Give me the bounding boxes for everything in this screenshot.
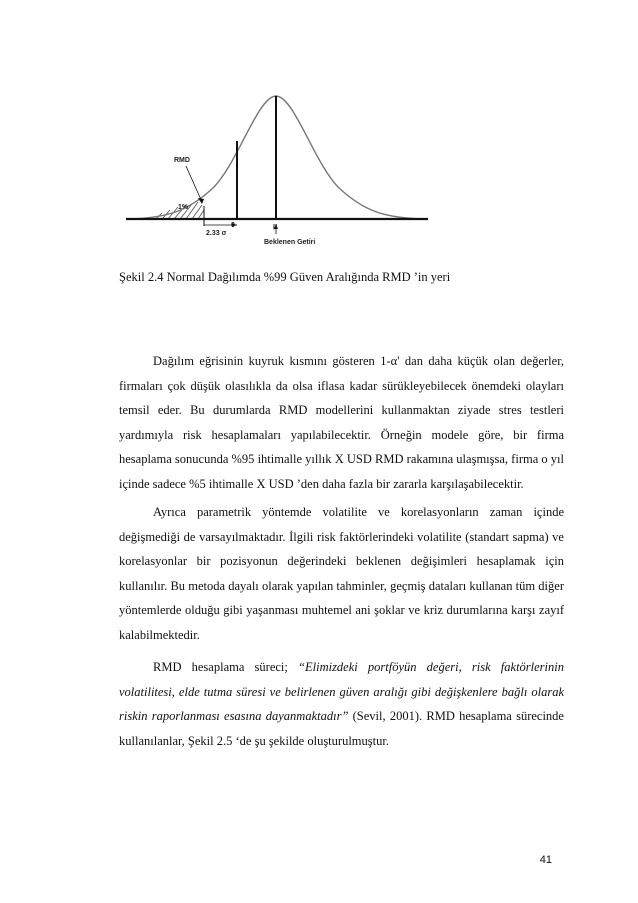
page-number: 41	[539, 854, 552, 866]
expected-return-label: Beklenen Getiri	[264, 239, 316, 246]
zero-label: 0	[231, 222, 235, 229]
normal-distribution-figure	[118, 88, 578, 258]
figure-caption: Şekil 2.4 Normal Dağılımda %99 Güven Aralığında RMD ’in yeri	[119, 270, 451, 284]
paragraph-2	[119, 500, 564, 648]
one-percent-label: 1%	[178, 204, 189, 211]
rmd-arrow	[186, 166, 202, 202]
rmd-arrowhead	[198, 198, 204, 204]
paragraph-3-lead: RMD hesaplama süreci;	[153, 660, 299, 674]
paragraph-1-text: Dağılım eğrisinin kuyruk kısmını gösteren 1-α' dan daha küçük olan değerler, firmaları çok düşük olasılıkla da olsa iflasa kadar sürükleyebilecek önemdeki olayları temsil eder. Bu durumlarda RMD modellerini kullanmaktan ziyade stres testleri yardımıyla risk hesaplamaları yapılabilecektir. Örneğin modele göre, bir firma hesaplama sonucunda %95 ihtimalle yıllık X USD RMD rakamına ulaşmışsa, firma o yıl içinde sadece %5 ihtimalle X USD ’den daha fazla bir zararla karşılaşabilecektir.	[119, 354, 564, 491]
distribution-diagram	[118, 88, 578, 258]
paragraph-3-tail: (Sevil, 2001). RMD hesaplama sürecinde kullanılanlar, Şekil 2.5 ‘de şu şekilde oluşturulmuştur.	[119, 709, 564, 748]
paragraph-2-text: Ayrıca parametrik yöntemde volatilite ve korelasyonların zaman içinde değişmediği de varsayılmaktadır. İlgili risk faktörlerindeki volatilite (standart sapma) ve korelasyonlar bir pozisyonun değerindeki beklenen değişimleri hesaplamak için kullanılır. Bu metoda dayalı olarak yapılan tahminler, geçmiş dataları kullanan tüm diğer yöntemlerde olduğu gibi yaşanması muhtemel ani şoklar ve kriz durumlarına karşı zayıf kalabilmektedir.	[119, 505, 564, 642]
paragraph-1	[119, 349, 564, 497]
mu-label: μ	[273, 223, 278, 230]
sigma-label: 2.33 σ	[206, 230, 227, 237]
rmd-label: RMD	[174, 157, 190, 164]
paragraph-3	[119, 655, 564, 753]
paragraph-3-quote: “Elimizdeki portföyün değeri, risk faktörlerinin volatilitesi, elde tutma süresi ve belirlenen güven aralığı gibi değişkenlere bağlı olarak riskin raporlanması esasına dayanmaktadır”	[119, 660, 564, 724]
